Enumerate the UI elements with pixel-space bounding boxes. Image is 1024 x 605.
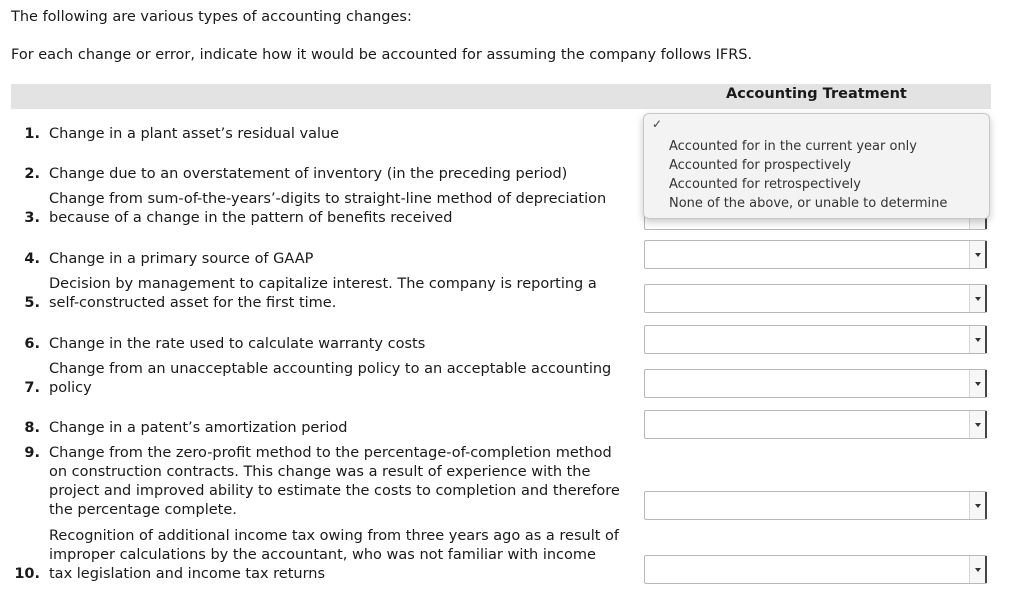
chevron-down-icon[interactable]	[969, 326, 986, 353]
item-text: Change from the zero-profit method to the percentage-of-completion method on construction contracts. This change was a result of experience with the project and improved ability to estimate the costs to completion and therefore the percentage complete.	[49, 445, 620, 518]
treatment-select-6[interactable]	[644, 325, 987, 354]
item-text: Change in the rate used to calculate warranty costs	[49, 336, 426, 352]
dropdown-option[interactable]: Accounted for in the current year only	[669, 139, 917, 154]
item-number: 4.	[24, 251, 40, 267]
intro-text: The following are various types of accounting changes:	[11, 9, 412, 25]
table-header	[11, 84, 991, 109]
treatment-select-7[interactable]	[644, 369, 987, 398]
item-number: 7.	[24, 380, 40, 396]
item-text: Change from an unacceptable accounting policy to an acceptable accounting policy	[49, 361, 612, 396]
treatment-select-9[interactable]	[644, 491, 987, 520]
instructions-text: For each change or error, indicate how it would be accounted for assuming the company follows IFRS.	[11, 47, 753, 63]
chevron-down-icon[interactable]	[969, 285, 986, 312]
chevron-down-icon[interactable]	[969, 241, 986, 268]
dropdown-option[interactable]: Accounted for retrospectively	[669, 177, 861, 192]
item-text: Change from sum-of-the-years’-digits to straight-line method of depreciation because of a change in the pattern of benefits received	[49, 191, 607, 226]
chevron-down-icon[interactable]	[969, 556, 986, 583]
treatment-select-10[interactable]	[644, 555, 987, 584]
treatment-select-5[interactable]	[644, 284, 987, 313]
item-number: 3.	[24, 210, 40, 226]
item-text: Change in a plant asset’s residual value	[49, 126, 340, 142]
item-number: 1.	[24, 126, 40, 142]
item-number: 2.	[24, 166, 40, 182]
item-text: Recognition of additional income tax owing from three years ago as a result of improper calculations by the accountant, who was not familiar with income tax legislation and income tax returns	[49, 528, 619, 582]
checkmark-icon: ✓	[652, 117, 663, 131]
chevron-down-icon[interactable]	[969, 411, 986, 438]
dropdown-option[interactable]: None of the above, or unable to determine	[669, 196, 948, 211]
chevron-down-icon[interactable]	[969, 370, 986, 397]
item-text: Decision by management to capitalize interest. The company is reporting a self-constructed asset for the first time.	[49, 276, 597, 311]
treatment-select-8[interactable]	[644, 410, 987, 439]
item-number: 6.	[24, 336, 40, 352]
item-number: 10.	[14, 566, 40, 582]
item-text: Change in a patent’s amortization period	[49, 420, 348, 436]
accounting-treatment-header: Accounting Treatment	[726, 86, 907, 102]
item-number: 9.	[24, 445, 40, 461]
item-number: 5.	[24, 295, 40, 311]
item-text: Change in a primary source of GAAP	[49, 251, 314, 267]
dropdown-option[interactable]: Accounted for prospectively	[669, 158, 852, 173]
treatment-select-4[interactable]	[644, 240, 987, 269]
item-number: 8.	[24, 420, 40, 436]
treatment-dropdown-menu[interactable]	[643, 113, 990, 219]
chevron-down-icon[interactable]	[969, 492, 986, 519]
item-text: Change due to an overstatement of inventory (in the preceding period)	[49, 166, 568, 182]
